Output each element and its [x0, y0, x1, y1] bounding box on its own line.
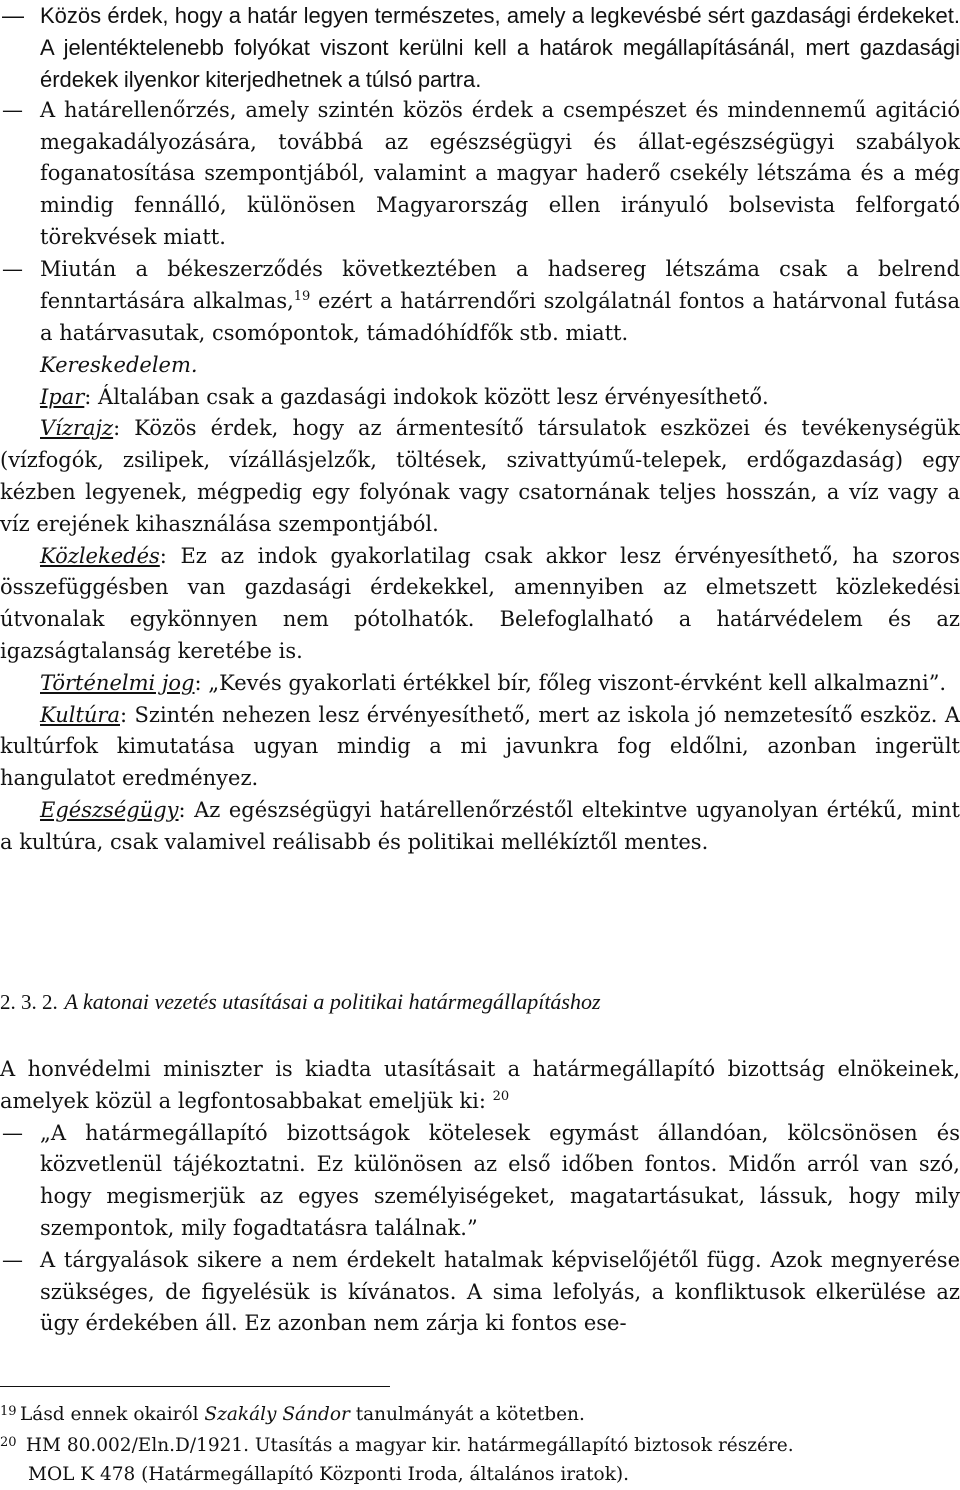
text: „A határmegállapító bizottságok kötelesek egymást állandóan, kölcsönösen és közvetlenül tájékoztatni. Ez különösen az első időben fontos. Midőn arról van szó, hogy megismerjük az egyes személyiségeket, magatartásukat, lássuk, hogy mily szempontok, mily fogadtatásra találnak.” [40, 1120, 960, 1240]
list-item-peace-treaty [0, 254, 960, 349]
para-ipar [0, 382, 960, 414]
footnote-ref-19[interactable]: 19 [293, 289, 311, 305]
text: A határellenőrzés, amely szintén közös érdek a csempészet és mindennemű agitáció megakadályozására, továbbá az egészségügyi és állat-egészségügyi szabályok foganatosítása szempontjából, valamint a magyar haderő csekély létszáma és a még mindig fennálló, különösen Magyarország ellen irányuló bolsevista felforgató törekvések miatt. [40, 97, 960, 250]
list-item-negotiations [0, 1245, 960, 1340]
footnote-line [0, 1427, 960, 1461]
footnote-number: 19 [0, 1404, 17, 1419]
section-heading [0, 987, 601, 1017]
text: Közös érdek, hogy a határ legyen természetes, amely a legkevésbé sért gazdasági érdekeket. A jelentéktelenebb folyókat viszont kerülni kell a határok megállapításánál, mert gazdasági érdekek ilyenkor kiterjedhetnek a túlsó partra. [40, 3, 960, 92]
text: Miután a békeszerződés következtében a hadsereg létszáma csak a belrend fenntartására alkalmas, [40, 257, 960, 314]
text: A tárgyalások sikere a nem érdekelt hatalmak képviselőjétől függ. Azok megnyerése szükséges, de figyelésük is kívánatos. A sima lefolyás, a konfliktusok elkerülése az ügy érdekében áll. Ez azonban nem zárja ki fontos ese- [40, 1247, 960, 1336]
label: Kultúra [40, 702, 120, 727]
para-kereskedelem [0, 350, 960, 382]
section-number: 2. 3. 2. [0, 990, 58, 1014]
intro-paragraph [0, 1054, 960, 1118]
text: Lásd ennek okairól [20, 1404, 205, 1425]
footnote-20 [0, 1427, 960, 1490]
footnote-rule [0, 1386, 390, 1387]
text: : Az egészségügyi határellenőrzéstől eltekintve ugyanolyan értékű, mint a kultúra, csak valamivel reálisabb és politikai mellékíztől mentes. [0, 797, 960, 854]
footnote-line [0, 1459, 960, 1490]
text: ezért a határrendőri szolgálatnál fontos a határvonal futása a határvasutak, csomópontok, támadóhídfők stb. miatt. [40, 289, 960, 345]
text: A honvédelmi miniszter is kiadta utasításait a határmegállapító bizottság elnökeinek, amelyek közül a legfontosabbakat emeljük ki: [0, 1057, 960, 1113]
label: Közlekedés [40, 543, 160, 568]
footnote-19 [0, 1396, 960, 1430]
para-vizrajz [0, 413, 960, 540]
text: : Ez az indok gyakorlatilag csak akkor lesz érvényesíthető, ha szoros összefüggésben van gazdasági érdekekkel, amennyiben az elmetszett közlekedési útvonalak egykönnyen nem pótolhatók. Belefoglalható a határvédelem és az igazságtalanság keretébe is. [0, 543, 960, 663]
text: MOL K 478 (Határmegállapító Központi Iroda, általános iratok). [28, 1464, 630, 1485]
label: Vízrajz [40, 416, 114, 441]
list-item-committees [0, 1118, 960, 1245]
para-tortenelmi-jog [0, 668, 960, 700]
list-item-border-control [0, 95, 960, 254]
text: : Általában csak a gazdasági indokok között lesz érvényesíthető. [84, 384, 769, 409]
para-kultura [0, 700, 960, 795]
footnote-ref-20[interactable]: 20 [492, 1088, 510, 1104]
list-item-natural-border [0, 0, 960, 95]
text: tanulmányát a kötetben. [349, 1404, 585, 1425]
para-egeszsegugy [0, 795, 960, 859]
label: Egészségügy [40, 797, 179, 822]
label: Történelmi jog [40, 670, 195, 695]
para-kozlekedes [0, 541, 960, 668]
label: Kereskedelem. [40, 352, 198, 377]
footnote-number: 20 [0, 1435, 17, 1450]
text: : Közös érdek, hogy az ármentesítő társulatok eszközei és tevékenységük (vízfogók, zsilipek, vízállásjelzők, töltések, szivattyúmű-telepek, erdőgazdaság) egy kézben legyenek, mégpedig egy folyónak vagy csatornának teljes hosszán, a víz vagy a víz erejének kihasználása szempontjából. [0, 416, 960, 536]
text: : Szintén nehezen lesz érvényesíthető, mert az iskola jó nemzetesítő eszköz. A kultúrfok kimutatása ugyan mindig a mi javunkra fog eldőlni, azonban ingerült hangulatot eredményez. [0, 702, 960, 791]
text: HM 80.002/Eln.D/1921. Utasítás a magyar kir. határmegállapító biztosok részére. [25, 1435, 794, 1456]
text: : „Kevés gyakorlati értékkel bír, főleg viszont-érvként kell alkalmazni”. [194, 670, 947, 695]
section-title: A katonai vezetés utasításai a politikai határmegállapításhoz [64, 989, 601, 1014]
label: Ipar [40, 384, 85, 409]
author-name: Szakály Sándor [204, 1404, 350, 1425]
